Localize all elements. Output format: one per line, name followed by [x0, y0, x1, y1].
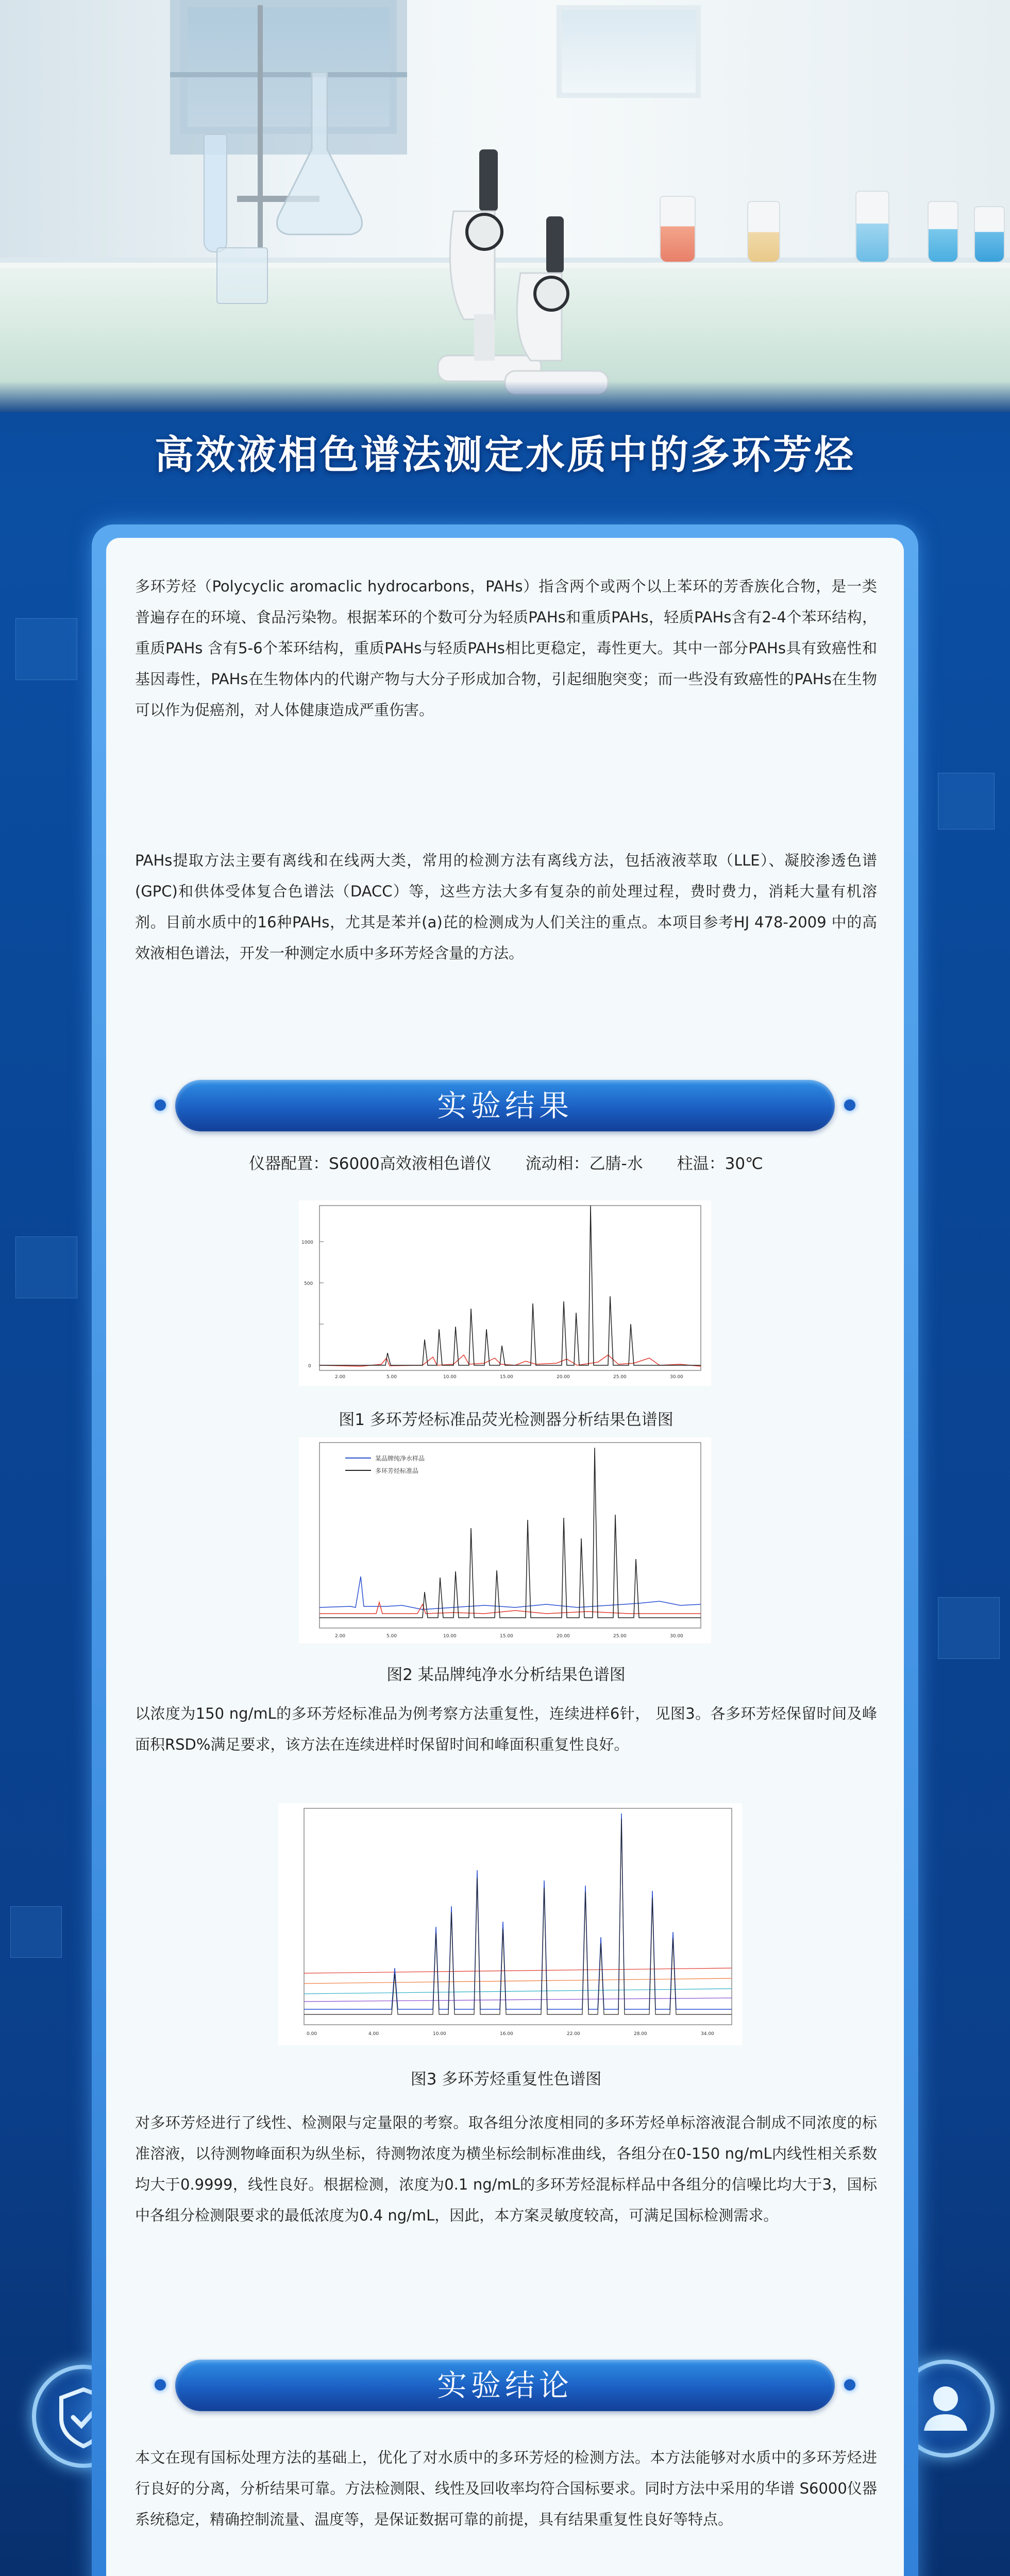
results-banner: [155, 1080, 855, 1131]
figure-3-chromatogram: [278, 1803, 742, 2045]
config-column-temp: 柱温：30℃: [677, 1155, 763, 1173]
svg-text:30.00: 30.00: [670, 1634, 683, 1639]
svg-text:2.00: 2.00: [335, 1634, 346, 1639]
svg-text:30.00: 30.00: [670, 1375, 683, 1380]
figure-2-chromatogram: [299, 1437, 711, 1643]
svg-text:10.00: 10.00: [433, 2031, 446, 2037]
svg-text:5.00: 5.00: [386, 1634, 397, 1639]
figure-2-caption: 图2 某品牌纯净水分析结果色谱图: [386, 1666, 626, 1684]
fig2-legend-standard: 多环芳烃标准品: [375, 1467, 419, 1475]
svg-text:500: 500: [304, 1281, 313, 1286]
linearity-paragraph: 对多环芳烃进行了线性、检测限与定量限的考察。取各组分浓度相同的多环芳烃单标溶液混合制成不同浓度的标准溶液，以待测物峰面积为纵坐标，待测物浓度为横坐标绘制标准曲线，各组分在0-150 ng/mL内线性相关系数均大于0.9999，线性良好。根据检测，浓度为0.1 ng/mL的多环芳烃混标样品中各组分的信噪比均大于3，国标中各组分检测限要求的最低浓度为0.4 ng/mL，因此，本方案灵敏度较高，可满足国标检测需求。: [135, 2114, 877, 2224]
svg-text:16.00: 16.00: [500, 2031, 513, 2037]
svg-text:25.00: 25.00: [613, 1375, 627, 1380]
svg-text:20.00: 20.00: [557, 1375, 570, 1380]
svg-text:2.00: 2.00: [335, 1375, 346, 1380]
page-title: 高效液相色谱法测定水质中的多环芳烃: [155, 432, 855, 478]
svg-text:10.00: 10.00: [443, 1375, 457, 1380]
conclusion-heading: 实验结论: [436, 2368, 573, 2403]
svg-text:1000: 1000: [301, 1240, 313, 1245]
svg-text:0.00: 0.00: [307, 2031, 317, 2037]
svg-text:0: 0: [308, 1364, 311, 1369]
svg-text:34.00: 34.00: [701, 2031, 714, 2037]
intro-paragraph-2: PAHs提取方法主要有离线和在线两大类，常用的检测方法有离线方法，包括液液萃取（LLE）、凝胶渗透色谱(GPC)和供体受体复合色谱法（DACC）等，这些方法大多有复杂的前处理过程，费时费力，消耗大量有机溶剂。目前水质中的16种PAHs，尤其是苯并(a)芘的检测成为人们关注的重点。本项目参考HJ 478-2009 中的高效液相色谱法，开发一种测定水质中多环芳烃含量的方法。: [135, 852, 877, 962]
figure-1-caption: 图1 多环芳烃标准品荧光检测器分析结果色谱图: [339, 1411, 674, 1429]
config-mobile-phase: 流动相：乙腈-水: [525, 1155, 643, 1173]
results-heading: 实验结果: [436, 1088, 573, 1123]
svg-text:25.00: 25.00: [613, 1634, 627, 1639]
figure-1-chromatogram: [299, 1200, 711, 1386]
svg-text:15.00: 15.00: [500, 1634, 513, 1639]
svg-text:15.00: 15.00: [500, 1375, 513, 1380]
figure-3-caption: 图3 多环芳烃重复性色谱图: [410, 2070, 602, 2089]
intro-paragraph-1: 多环芳烃（Polycyclic aromaclic hydrocarbons，PAHs）指含两个或两个以上苯环的芳香族化合物，是一类普遍存在的环境、食品污染物。根据苯环的个数可分为轻质PAHs和重质PAHs，轻质PAHs含有2-4个苯环结构，重质PAHs 含有5-6个苯环结构，重质PAHs与轻质PAHs相比更稳定，毒性更大。其中一部分PAHs具有致癌性和基因毒性，PAHs在生物体内的代谢产物与大分子形成加合物，引起细胞突变；而一些没有致癌性的PAHs在生物可以作为促癌剂，对人体健康造成严重伤害。: [135, 578, 877, 719]
svg-text:20.00: 20.00: [557, 1634, 570, 1639]
svg-text:22.00: 22.00: [567, 2031, 580, 2037]
hero-lab-image: [0, 0, 1010, 412]
instrument-config: [135, 1150, 877, 1174]
fig2-legend-sample: 某品牌纯净水样品: [375, 1455, 425, 1462]
svg-text:4.00: 4.00: [368, 2031, 379, 2037]
conclusion-paragraph: 本文在现有国标处理方法的基础上，优化了对水质中的多环芳烃的检测方法。本方法能够对水质中的多环芳烃进行良好的分离，分析结果可靠。方法检测限、线性及回收率均符合国标要求。同时方法中采用的华谱 S6000仪器系统稳定，精确控制流量、温度等，是保证数据可靠的前提，具有结果重复性良好等特点。: [135, 2449, 877, 2528]
config-instrument: 仪器配置：S6000高效液相色谱仪: [249, 1155, 492, 1173]
conclusion-banner: [155, 2360, 855, 2411]
flask-icon: [268, 72, 371, 237]
svg-text:28.00: 28.00: [634, 2031, 647, 2037]
svg-text:10.00: 10.00: [443, 1634, 457, 1639]
repeatability-paragraph: 以浓度为150 ng/mL的多环芳烃标准品为例考察方法重复性，连续进样6针， 见图3。各多环芳烃保留时间及峰面积RSD%满足要求，该方法在连续进样时保留时间和峰面积重复性良好。: [135, 1705, 877, 1753]
svg-text:5.00: 5.00: [386, 1375, 397, 1380]
